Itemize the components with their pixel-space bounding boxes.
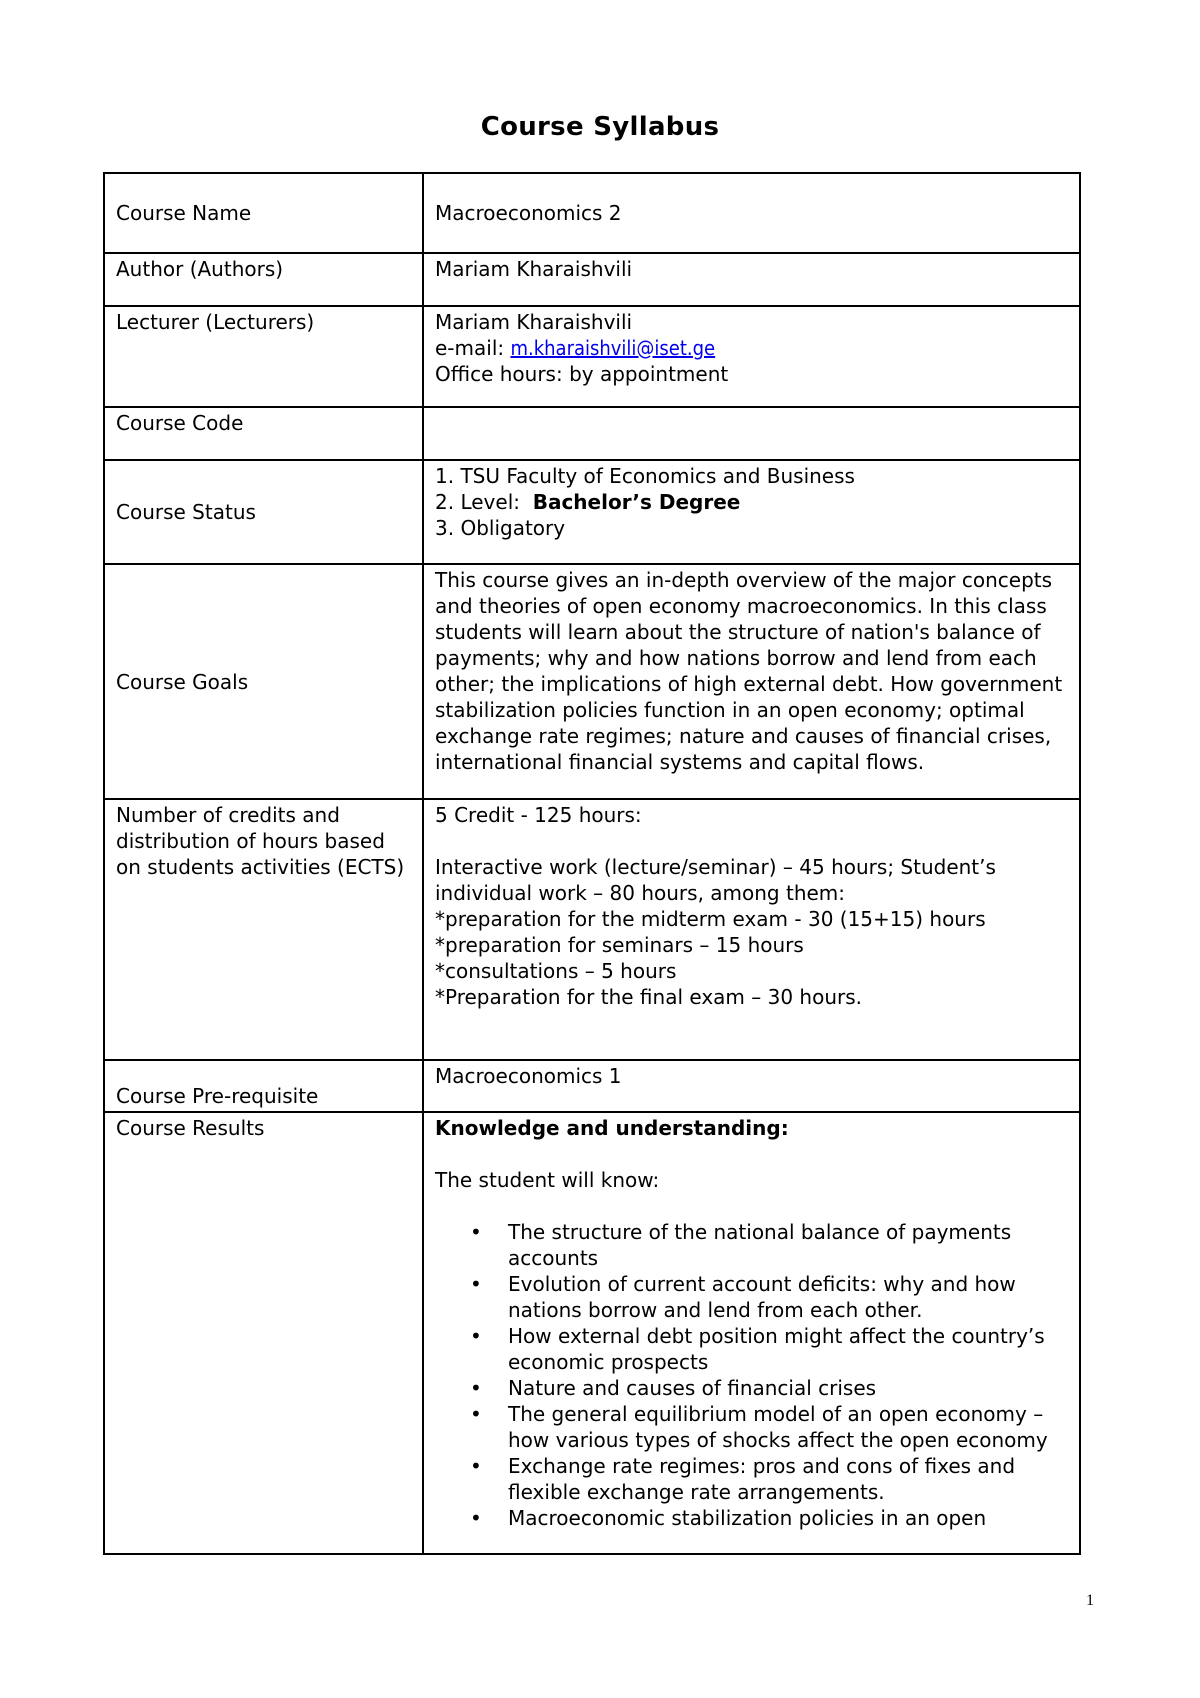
row-author <box>104 253 1080 306</box>
status-item <box>435 489 1069 515</box>
credits-cell <box>423 799 1080 1060</box>
lecturer-cell <box>423 306 1080 407</box>
course-goals-text: This course gives an in-depth overview of the major concepts and theories of open economy macroeconomics. In this class students will learn about the structure of nation's balance of payments; why and how nations borrow and lend from each other; the implications of high external debt. How government stabilization policies function in an open economy; optimal exchange rate regimes; nature and causes of financial crises, international financial systems and capital flows. <box>423 564 1080 799</box>
results-bullet: • Exchange rate regimes: pros and cons of fixes and flexible exchange rate arrangements. <box>508 1453 1069 1505</box>
results-bullet: • The structure of the national balance of payments accounts <box>508 1219 1069 1271</box>
prereq-label: Course Pre-requisite <box>104 1060 423 1112</box>
lecturer-name: Mariam Kharaishvili <box>435 310 633 334</box>
credits-line: *consultations – 5 hours <box>435 959 677 983</box>
status-item: 1. TSU Faculty of Economics and Business <box>435 463 1069 489</box>
course-status-cell <box>423 460 1080 564</box>
status-list <box>435 463 1069 541</box>
row-course-name <box>104 173 1080 253</box>
lecturer-email-line <box>435 335 1069 361</box>
author-value: Mariam Kharaishvili <box>423 253 1080 306</box>
results-label: Course Results <box>104 1112 423 1554</box>
credits-line: *Preparation for the final exam – 30 hours. <box>435 985 863 1009</box>
page-title: Course Syllabus <box>480 112 720 142</box>
credits-label: Number of credits and distribution of hours based on students activities (ECTS) <box>104 799 423 1060</box>
email-label: e-mail: <box>435 336 505 360</box>
results-bullet: • Evolution of current account deficits: why and how nations borrow and lend from each other. <box>508 1271 1069 1323</box>
row-lecturer <box>104 306 1080 407</box>
credits-line: 5 Credit - 125 hours: <box>435 803 642 827</box>
course-goals-label: Course Goals <box>104 564 423 799</box>
row-course-goals <box>104 564 1080 799</box>
credits-line: Interactive work (lecture/seminar) – 45 hours; Student’s individual work – 80 hours, among them: <box>435 855 996 905</box>
course-status-label: Course Status <box>104 460 423 564</box>
results-bullet: • The general equilibrium model of an open economy – how various types of shocks affect the open economy <box>508 1401 1069 1453</box>
credits-line: *preparation for seminars – 15 hours <box>435 933 804 957</box>
office-hours: Office hours: by appointment <box>435 362 729 386</box>
row-course-code <box>104 407 1080 460</box>
row-prerequisite <box>104 1060 1080 1112</box>
results-bullet: • How external debt position might affect the country’s economic prospects <box>508 1323 1069 1375</box>
results-intro: The student will know: <box>435 1168 660 1192</box>
status-level-prefix: Level: <box>460 490 520 514</box>
author-label: Author (Authors) <box>104 253 423 306</box>
prereq-value: Macroeconomics 1 <box>423 1060 1080 1112</box>
course-name-value: Macroeconomics 2 <box>423 173 1080 253</box>
status-item: 3. Obligatory <box>435 515 1069 541</box>
course-code-label: Course Code <box>104 407 423 460</box>
email-link[interactable]: m.kharaishvili@iset.ge <box>510 336 716 360</box>
results-heading: Knowledge and understanding: <box>435 1116 789 1140</box>
results-bullet: • Macroeconomic stabilization policies in an open <box>508 1505 1069 1531</box>
page-number: 1 <box>1086 1592 1094 1609</box>
results-cell <box>423 1112 1080 1554</box>
row-credits <box>104 799 1080 1060</box>
row-course-status <box>104 460 1080 564</box>
results-bullet: • Nature and causes of financial crises <box>508 1375 1069 1401</box>
course-code-value <box>423 407 1080 460</box>
lecturer-label: Lecturer (Lecturers) <box>104 306 423 407</box>
syllabus-table <box>103 172 1081 1555</box>
credits-line: *preparation for the midterm exam - 30 (15+15) hours <box>435 907 986 931</box>
row-results <box>104 1112 1080 1554</box>
status-level-value: Bachelor’s Degree <box>532 490 741 514</box>
course-name-label: Course Name <box>104 173 423 253</box>
results-list <box>435 1219 1069 1531</box>
